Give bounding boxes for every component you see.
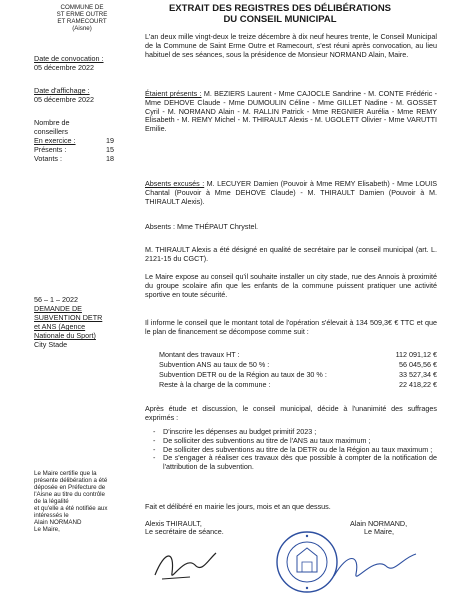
mayor-role: Le Maire, bbox=[364, 527, 394, 537]
commune-block bbox=[42, 4, 122, 33]
certify-line-2: présente délibération a été bbox=[34, 477, 108, 484]
financing-label: Reste à la charge de la commune : bbox=[159, 380, 271, 389]
certify-line-1: Le Maire certifie que la bbox=[34, 470, 97, 477]
financing-table bbox=[145, 350, 437, 390]
secretary-role: Le secrétaire de séance. bbox=[145, 527, 224, 537]
secretary-signature-block bbox=[145, 520, 224, 537]
presents-value: 15 bbox=[106, 145, 114, 154]
decision-text: D'inscrire les dépenses au budget primitif 2023 ; bbox=[163, 427, 317, 436]
financing-row bbox=[145, 360, 437, 370]
exposition-paragraph: Le Maire expose au conseil qu'il souhaite installer un city stade, rue des Annois à proximité du groupe scolaire afin que les enfants de la commune puissent pratiquer une activité sportive en toute sécurité. bbox=[145, 272, 437, 299]
deliberation-title-3: et ANS (Agence bbox=[34, 322, 86, 331]
title-line1: EXTRAIT DES REGISTRES DES DÉLIBÉRATIONS bbox=[168, 3, 392, 14]
financing-value: 112 091,12 € bbox=[395, 350, 437, 359]
decision-item: - De solliciter des subventions au titre de la DETR ou de la Région au taux maximum ; bbox=[153, 444, 433, 454]
page-title bbox=[150, 4, 410, 26]
title-line2: DU CONSEIL MUNICIPAL bbox=[223, 13, 337, 25]
presents-paragraph bbox=[145, 90, 437, 134]
secretary-paragraph: M. THIRAULT Alexis a été désigné en qualité de secrétaire par le conseil municipal (art. L. 2121-15 du CGCT). bbox=[145, 245, 437, 263]
nombre-label-1: Nombre de bbox=[34, 118, 70, 127]
secretary-name: Alexis THIRAULT, bbox=[145, 519, 202, 528]
financing-intro: Il informe le conseil que le montant total de l'opération s'élevait à 134 509,3€ € TTC et que le plan de financement se décompose comme suit : bbox=[145, 318, 437, 336]
certify-line-6: et qu'elle a été notifiée aux bbox=[34, 505, 108, 512]
deliberation-number: 56 – 1 – 2022 bbox=[34, 295, 78, 304]
exercice-label: En exercice : bbox=[34, 136, 76, 145]
secretary-signature bbox=[150, 545, 220, 585]
votants-label: Votants : bbox=[34, 154, 62, 163]
deliberation-title-2: SUBVENTION DETR bbox=[34, 313, 103, 322]
financing-row bbox=[145, 350, 437, 360]
financing-label: Montant des travaux HT : bbox=[159, 350, 240, 359]
excuses-list: M. LECUYER Damien (Pouvoir à Mme REMY Elisabeth) - Mme LOUIS Chantal (Pouvoir à Mme DEHOVE Claude) - M. THIRAULT Damien (Pouvoir à M. THIRAULT Alexis). bbox=[145, 179, 437, 206]
exercice-row bbox=[34, 136, 114, 145]
votants-row bbox=[34, 154, 114, 163]
exercice-value: 19 bbox=[106, 136, 114, 145]
certify-line-4: l'Aisne au titre du contrôle bbox=[34, 491, 106, 498]
decision-item: - De s'engager à réaliser ces travaux dès que possible à compter de la notification de l'attribution de la subvention. bbox=[153, 453, 437, 472]
decision-text: De s'engager à réaliser ces travaux dès que possible à compter de la notification de l'attribution de la subvention. bbox=[163, 453, 437, 472]
affichage-date: 05 décembre 2022 bbox=[34, 95, 94, 104]
certify-line-7: intéressés le bbox=[34, 512, 69, 519]
excuses-paragraph bbox=[145, 180, 437, 206]
decision-text: De solliciter des subventions au titre de l'ANS au taux maximum ; bbox=[163, 435, 371, 445]
nombre-label-2: conseillers bbox=[34, 127, 68, 136]
closing-line: Fait et délibéré en mairie les jours, mois et an que dessus. bbox=[145, 502, 331, 511]
excuses-heading: Absents excusés : bbox=[145, 179, 205, 188]
certify-line-8: Alain NORMAND bbox=[34, 519, 82, 526]
decision-item: - D'inscrire les dépenses au budget primitif 2023 ; bbox=[153, 427, 317, 436]
mayor-signature-block bbox=[350, 520, 407, 537]
certify-line-3: déposée en Préfecture de bbox=[34, 484, 106, 491]
presents-row bbox=[34, 145, 114, 154]
certify-line-9: Le Maire, bbox=[34, 526, 60, 533]
mayor-name: Alain NORMAND, bbox=[350, 519, 408, 528]
nombre-label bbox=[34, 118, 130, 136]
left-column bbox=[34, 54, 130, 163]
deliberation-title-1: DEMANDE DE bbox=[34, 304, 82, 313]
deliberation-block bbox=[34, 295, 130, 349]
certification-block bbox=[34, 470, 130, 533]
presents-list: M. BEZIERS Laurent - Mme CAJOCLE Sandrine - M. CONTE Frédéric - Mme DEHOVE Claude - Mme DUMOULIN Céline - Mme GILLET Nadine - M. GOSSET Cyril - M. NORMAND Alain - M. RALLIN Patrick - Mme REGNIER Aurélia - Mme REMY Elisabeth - M. REMY Michel - M. THIRAULT Alexis - M. UGOLETT Olivier - Mme VARUTTI Emilie. bbox=[145, 89, 438, 134]
financing-label: Subvention ANS au taux de 50 % : bbox=[159, 360, 270, 369]
financing-row bbox=[145, 380, 437, 390]
commune-line3: ET RAMECOURT bbox=[57, 18, 107, 26]
financing-value: 56 045,56 € bbox=[399, 360, 437, 369]
absents-line: Absents : Mme THÉPAUT Chrystel. bbox=[145, 222, 259, 231]
deliberation-title-4: Nationale du Sport) bbox=[34, 331, 96, 340]
convocation-label: Date de convocation : bbox=[34, 54, 104, 63]
commune-line1: COMMUNE DE bbox=[60, 4, 104, 11]
deliberation-subject: City Stade bbox=[34, 340, 68, 349]
presents-heading: Étaient présents : bbox=[145, 89, 202, 98]
financing-value: 22 418,22 € bbox=[399, 380, 437, 389]
certify-line-5: de la légalité bbox=[34, 498, 69, 505]
financing-label: Subvention DETR ou de la Région au taux de 30 % : bbox=[159, 370, 327, 379]
financing-row bbox=[145, 370, 437, 380]
financing-value: 33 527,34 € bbox=[399, 370, 437, 379]
presents-label: Présents : bbox=[34, 145, 67, 154]
affichage-label: Date d'affichage : bbox=[34, 86, 90, 95]
intro-paragraph: L'an deux mille vingt-deux le treize décembre à dix neuf heures trente, le Conseil Municipal de la Commune de Saint Erme Outre et Ramecourt, s'est réuni après convocation, au lieu habituel de ses séances, sous la présidence de Monsieur NORMAND Alain, Maire. bbox=[145, 32, 437, 59]
votants-value: 18 bbox=[106, 154, 114, 163]
commune-line2: ST ERME OUTRE bbox=[56, 11, 108, 19]
decision-item: - De solliciter des subventions au titre de l'ANS au taux maximum ; bbox=[153, 435, 371, 445]
convocation-date: 05 décembre 2022 bbox=[34, 63, 94, 72]
decision-list bbox=[145, 428, 437, 472]
commune-line4: (Aisne) bbox=[72, 25, 92, 33]
mayor-signature bbox=[330, 548, 420, 588]
decision-text: De solliciter des subventions au titre de la DETR ou de la Région au taux maximum ; bbox=[163, 444, 433, 454]
decision-intro: Après étude et discussion, le conseil municipal, décide à l'unanimité des suffrages exprimés : bbox=[145, 404, 437, 422]
